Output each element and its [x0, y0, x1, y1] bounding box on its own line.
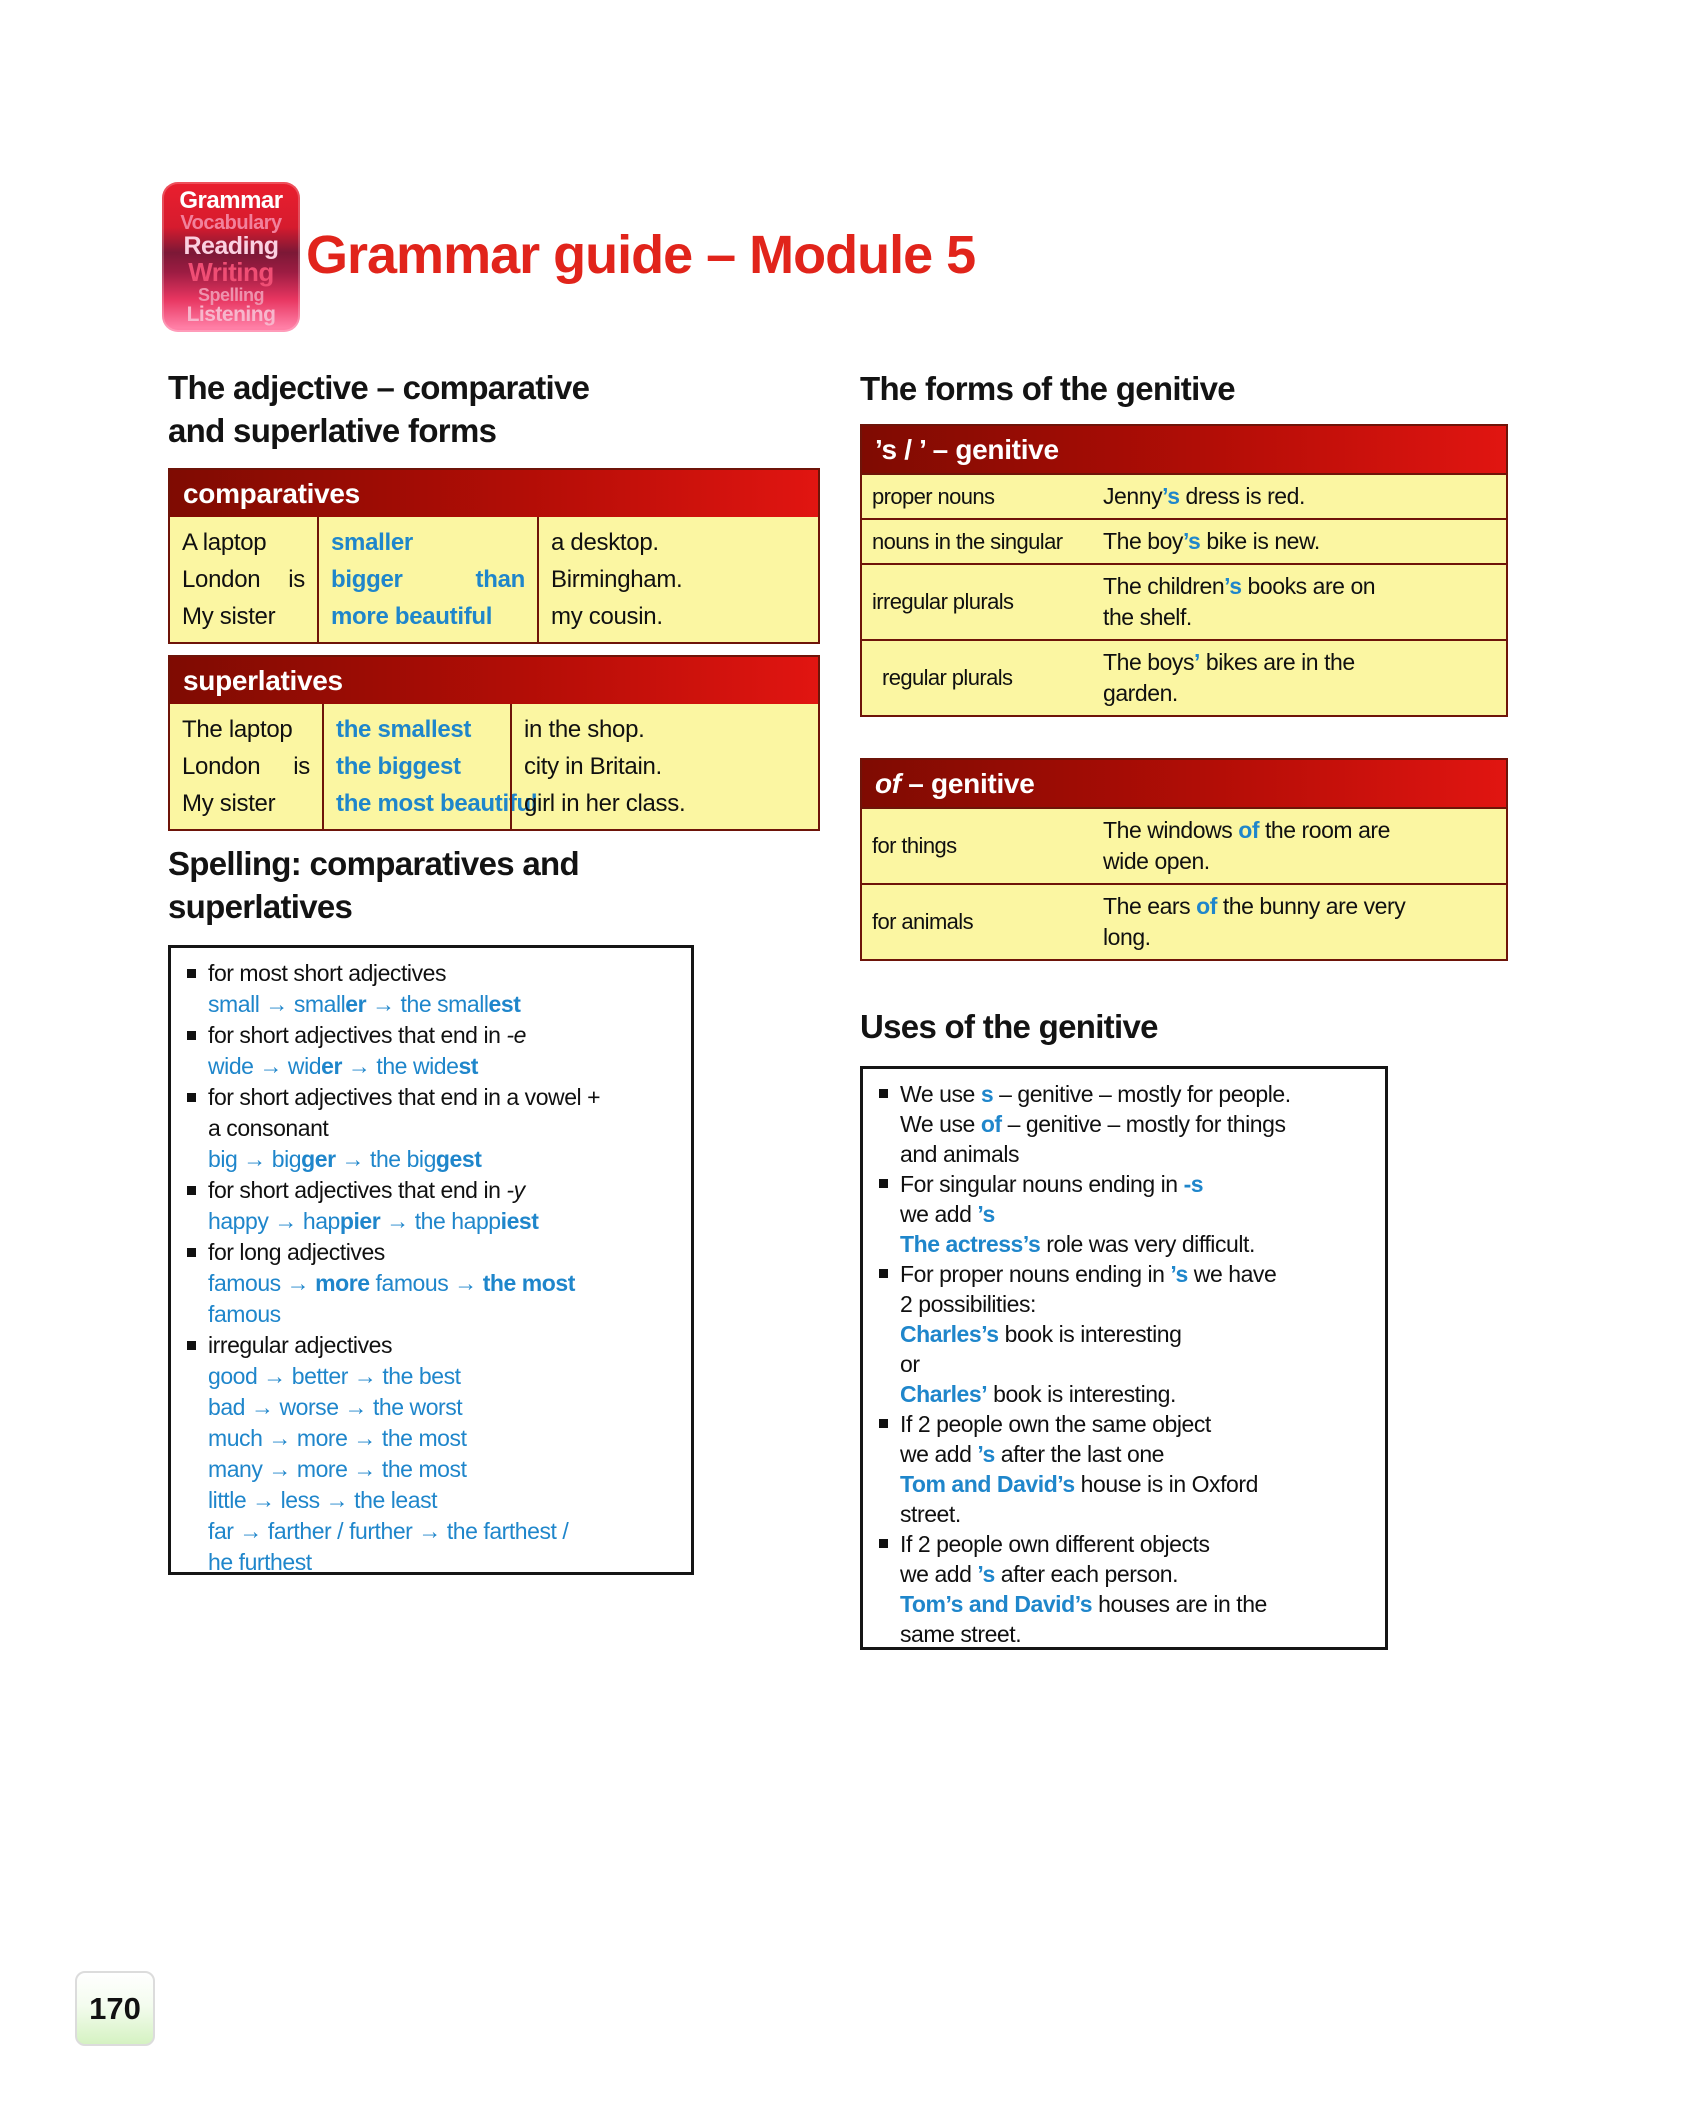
row-example — [1097, 520, 1506, 563]
text-segment: bikes are in the — [1199, 649, 1355, 675]
rule-item — [877, 1259, 1377, 1409]
text-segment: irregular adjectives — [208, 1332, 393, 1358]
text-segment: for most short adjectives — [208, 960, 447, 986]
text-segment: street. — [900, 1501, 961, 1527]
heading-line: and superlative forms — [168, 412, 497, 449]
rule-item — [185, 1330, 683, 1578]
text-segment: far → farther / further → the farthest / — [208, 1518, 569, 1544]
text-segment: For singular nouns ending in — [900, 1171, 1184, 1197]
text-segment: we add — [900, 1561, 978, 1587]
text-segment: same street. — [900, 1621, 1022, 1647]
text-segment: famous — [208, 1301, 281, 1327]
heading-adjective-forms — [168, 366, 589, 452]
rule-item — [185, 958, 683, 1020]
row-example — [1097, 885, 1506, 959]
row-example — [1097, 641, 1506, 715]
rule-item-text — [208, 1175, 683, 1237]
text-line — [900, 1319, 1377, 1349]
row-example — [1097, 809, 1506, 883]
text-segment: of — [980, 1111, 1002, 1137]
text-segment: many → more → the most — [208, 1456, 467, 1482]
logo-word-reading: Reading — [183, 231, 279, 260]
text-segment: dress is red. — [1179, 483, 1305, 509]
text-segment: st — [458, 1053, 479, 1079]
text-segment: or — [900, 1351, 920, 1377]
table-row — [862, 518, 1506, 563]
table-cell: the biggest — [336, 753, 461, 780]
superlatives-table-body — [170, 704, 818, 829]
text-line — [208, 1485, 683, 1516]
text-line — [1103, 526, 1498, 557]
skills-logo-badge — [162, 182, 300, 332]
logo-word-writing: Writing — [188, 257, 274, 288]
table-cell: the smallest — [336, 716, 472, 743]
text-segment: long. — [1103, 924, 1151, 950]
comparatives-object-column — [537, 517, 818, 642]
heading-spelling — [168, 842, 579, 928]
text-line — [1103, 922, 1498, 953]
text-segment: of — [1238, 817, 1260, 843]
rule-item-text — [208, 1020, 683, 1082]
text-segment: gest — [435, 1146, 482, 1172]
text-line — [900, 1139, 1377, 1169]
text-segment: The ears — [1103, 893, 1197, 919]
text-line — [208, 1051, 683, 1082]
text-line — [900, 1079, 1377, 1109]
comparatives-subject-column — [170, 517, 317, 642]
text-segment: for long adjectives — [208, 1239, 385, 1265]
text-line — [208, 1547, 683, 1578]
text-segment: → the wide — [341, 1053, 459, 1079]
rule-item — [877, 1409, 1377, 1529]
text-segment: ’s — [977, 1201, 995, 1227]
text-segment: ’s — [1162, 483, 1180, 509]
rule-item — [877, 1079, 1377, 1169]
text-segment: the bunny are very — [1216, 893, 1406, 919]
rule-item-text — [208, 1237, 683, 1330]
text-line — [900, 1289, 1377, 1319]
square-bullet-icon — [879, 1179, 888, 1188]
text-segment: for short adjectives that end in a vowel + — [208, 1084, 601, 1110]
text-line — [208, 1175, 683, 1206]
text-segment: garden. — [1103, 680, 1178, 706]
square-bullet-icon — [879, 1269, 888, 1278]
text-segment: wide open. — [1103, 848, 1210, 874]
text-line — [208, 1299, 683, 1330]
row-label: for things — [872, 833, 957, 858]
text-segment: the shelf. — [1103, 604, 1192, 630]
text-segment: we add — [900, 1201, 978, 1227]
table-row — [862, 639, 1506, 715]
comparatives-adjective-column — [317, 517, 537, 642]
table-cell: my cousin. — [551, 603, 663, 630]
square-bullet-icon — [879, 1539, 888, 1548]
text-segment: good → better → the best — [208, 1363, 461, 1389]
text-segment: Tom and David’s — [900, 1471, 1075, 1497]
text-segment: famous → — [369, 1270, 483, 1296]
text-segment: → the small — [366, 991, 489, 1017]
text-segment: -y — [506, 1177, 525, 1203]
text-segment: – genitive – mostly for things — [1001, 1111, 1286, 1137]
comparatives-table-header: comparatives — [170, 470, 818, 517]
text-segment: we have — [1187, 1261, 1277, 1287]
text-line — [900, 1229, 1377, 1259]
table-cell: city in Britain. — [524, 753, 662, 780]
text-segment: of — [875, 768, 901, 799]
text-segment: ’ — [1194, 649, 1200, 675]
text-segment: – genitive – mostly for people. — [993, 1081, 1291, 1107]
superlatives-subject-column — [170, 704, 322, 829]
text-segment: → the happ — [380, 1208, 501, 1234]
text-line — [900, 1349, 1377, 1379]
table-cell: London is — [182, 566, 305, 593]
text-line — [208, 1330, 683, 1361]
text-line — [208, 1392, 683, 1423]
square-bullet-icon — [187, 1248, 196, 1257]
text-segment: role was very difficult. — [1040, 1231, 1255, 1257]
text-line — [208, 1082, 683, 1113]
page-title: Grammar guide – Module 5 — [306, 225, 976, 285]
text-segment: houses are in the — [1092, 1591, 1267, 1617]
text-segment: ’s — [1170, 1261, 1188, 1287]
rule-item-text — [208, 1330, 683, 1578]
text-segment: he furthest — [208, 1549, 312, 1575]
text-segment: we add — [900, 1441, 978, 1467]
logo-word-grammar: Grammar — [179, 186, 283, 214]
heading-line: Spelling: comparatives and — [168, 845, 579, 882]
table-cell: the most beautiful — [336, 790, 538, 817]
text-line — [1103, 571, 1498, 602]
text-segment: book is interesting. — [987, 1381, 1176, 1407]
text-line — [208, 958, 683, 989]
text-line — [900, 1559, 1377, 1589]
table-cell: more beautiful — [331, 603, 493, 630]
text-segment: ’s — [1224, 573, 1242, 599]
comparatives-table — [168, 468, 820, 644]
row-label: nouns in the singular — [872, 528, 1063, 554]
text-segment: er — [345, 991, 367, 1017]
text-line — [1103, 602, 1498, 633]
text-segment: We use — [900, 1081, 981, 1107]
text-segment: Charles’s — [900, 1321, 999, 1347]
text-segment: The windows — [1103, 817, 1239, 843]
text-segment: s — [980, 1081, 994, 1107]
table-row — [862, 807, 1506, 883]
text-line — [900, 1529, 1377, 1559]
square-bullet-icon — [879, 1419, 888, 1428]
rule-item-text — [900, 1079, 1377, 1169]
logo-word-vocabulary: Vocabulary — [180, 212, 282, 235]
text-line — [208, 1206, 683, 1237]
text-segment: iest — [500, 1208, 539, 1234]
text-segment: The boys — [1103, 649, 1195, 675]
square-bullet-icon — [187, 969, 196, 978]
text-line — [208, 1423, 683, 1454]
text-line — [208, 1020, 683, 1051]
text-segment: bad → worse → the worst — [208, 1394, 463, 1420]
text-line — [208, 1113, 683, 1144]
text-segment: est — [488, 991, 521, 1017]
rule-item-text — [900, 1259, 1377, 1409]
table-cell: My sister — [182, 790, 276, 817]
text-segment: → the big — [335, 1146, 436, 1172]
text-segment: more — [315, 1270, 370, 1296]
square-bullet-icon — [187, 1341, 196, 1350]
row-example — [1097, 565, 1506, 639]
text-line — [900, 1199, 1377, 1229]
text-segment: big → big — [208, 1146, 302, 1172]
row-label: irregular plurals — [872, 589, 1014, 614]
text-segment: We use — [900, 1111, 981, 1137]
text-segment: the room are — [1259, 817, 1390, 843]
comparatives-table-body — [170, 517, 818, 642]
table-cell: a desktop. — [551, 529, 659, 556]
row-example — [1097, 475, 1506, 518]
text-line — [900, 1379, 1377, 1409]
text-segment: The children — [1103, 573, 1225, 599]
text-segment: Jenny — [1103, 483, 1163, 509]
text-segment: ger — [301, 1146, 336, 1172]
rule-item-text — [900, 1529, 1377, 1649]
text-segment: house is in Oxford — [1074, 1471, 1258, 1497]
text-segment: books are on — [1241, 573, 1376, 599]
text-segment: the most — [482, 1270, 575, 1296]
text-line — [1103, 846, 1498, 877]
superlatives-table-header: superlatives — [170, 657, 818, 704]
text-line — [208, 1516, 683, 1547]
text-segment: -e — [506, 1022, 526, 1048]
text-line — [900, 1409, 1377, 1439]
table-cell: The laptop — [182, 716, 293, 743]
of-genitive-table-header — [862, 760, 1506, 807]
row-label: regular plurals — [882, 665, 1013, 690]
text-segment: a consonant — [208, 1115, 329, 1141]
square-bullet-icon — [187, 1186, 196, 1195]
text-segment: small → small — [208, 991, 346, 1017]
table-cell: Birmingham. — [551, 566, 683, 593]
text-line — [208, 989, 683, 1020]
rule-item-text — [900, 1409, 1377, 1529]
text-segment: for short adjectives that end in — [208, 1177, 507, 1203]
page-number-badge: 170 — [75, 1971, 155, 2046]
text-line — [1103, 678, 1498, 709]
text-line — [900, 1589, 1377, 1619]
table-cell: bigger than — [331, 566, 525, 593]
text-line — [900, 1109, 1377, 1139]
row-label: proper nouns — [872, 483, 995, 509]
row-label: for animals — [872, 909, 973, 934]
text-segment: and animals — [900, 1141, 1020, 1167]
text-segment: happy → hap — [208, 1208, 340, 1234]
text-segment: ’s — [1182, 528, 1201, 554]
table-row — [862, 563, 1506, 639]
heading-genitive-uses: Uses of the genitive — [860, 1008, 1158, 1045]
text-segment: ’s — [977, 1561, 995, 1587]
text-line — [1103, 891, 1498, 922]
text-line — [208, 1144, 683, 1175]
rule-item-text — [208, 1082, 683, 1175]
text-segment: Charles’ — [900, 1381, 988, 1407]
text-segment: much → more → the most — [208, 1425, 467, 1451]
heading-line: The adjective – comparative — [168, 369, 590, 406]
text-line — [900, 1439, 1377, 1469]
heading-genitive-forms: The forms of the genitive — [860, 370, 1235, 407]
text-line — [900, 1499, 1377, 1529]
text-segment: after each person. — [994, 1561, 1179, 1587]
text-segment: -s — [1183, 1171, 1204, 1197]
text-segment: book is interesting — [998, 1321, 1182, 1347]
heading-line: superlatives — [168, 888, 353, 925]
text-segment: after the last one — [994, 1441, 1165, 1467]
table-row — [862, 473, 1506, 518]
text-segment: for short adjectives that end in — [208, 1022, 507, 1048]
table-cell: My sister — [182, 603, 276, 630]
logo-word-spelling: Spelling — [197, 284, 264, 305]
text-line — [1103, 647, 1498, 678]
genitive-uses-box — [860, 1066, 1388, 1650]
text-segment: little → less → the least — [208, 1487, 438, 1513]
text-line — [208, 1237, 683, 1268]
text-segment: ’s — [977, 1441, 995, 1467]
text-segment: Tom’s and David’s — [900, 1591, 1093, 1617]
text-line — [208, 1268, 683, 1299]
superlatives-adjective-column — [322, 704, 538, 829]
text-line — [900, 1619, 1377, 1649]
table-cell: smaller — [331, 529, 413, 556]
square-bullet-icon — [879, 1089, 888, 1098]
table-cell: London is — [182, 753, 310, 780]
text-segment: For proper nouns ending in — [900, 1261, 1171, 1287]
text-segment: If 2 people own the same object — [900, 1411, 1211, 1437]
logo-word-listening: Listening — [186, 302, 276, 326]
rule-item — [185, 1237, 683, 1330]
table-cell: in the shop. — [524, 716, 645, 743]
s-genitive-table — [860, 424, 1508, 717]
rule-item-text — [208, 958, 683, 1020]
text-line — [900, 1169, 1377, 1199]
text-segment: ’s / ’ – genitive — [875, 434, 1059, 465]
of-genitive-table — [860, 758, 1508, 961]
text-line — [1103, 815, 1498, 846]
rule-item — [185, 1175, 683, 1237]
table-row — [862, 883, 1506, 959]
rule-item — [877, 1169, 1377, 1259]
text-line — [208, 1361, 683, 1392]
rule-item-text — [900, 1169, 1377, 1259]
text-segment: er — [321, 1053, 342, 1079]
text-line — [900, 1259, 1377, 1289]
text-segment: – genitive — [900, 768, 1035, 799]
text-segment: pier — [339, 1208, 381, 1234]
s-genitive-table-header — [862, 426, 1506, 473]
text-segment: of — [1196, 893, 1217, 919]
text-line — [900, 1469, 1377, 1499]
text-segment: famous → — [208, 1270, 316, 1296]
table-cell: A laptop — [182, 529, 267, 556]
table-cell: girl in her class. — [524, 790, 686, 817]
text-segment: If 2 people own different objects — [900, 1531, 1210, 1557]
square-bullet-icon — [187, 1093, 196, 1102]
superlatives-table — [168, 655, 820, 831]
rule-item — [877, 1529, 1377, 1649]
text-line — [208, 1454, 683, 1485]
text-segment: wide → wid — [208, 1053, 322, 1079]
square-bullet-icon — [187, 1031, 196, 1040]
text-segment: The boy — [1103, 528, 1183, 554]
text-line — [1103, 481, 1498, 512]
text-segment: bike is new. — [1200, 528, 1320, 554]
rule-item — [185, 1020, 683, 1082]
text-segment: 2 possibilities: — [900, 1291, 1036, 1317]
rule-item — [185, 1082, 683, 1175]
text-segment: The actress’s — [900, 1231, 1041, 1257]
spelling-rules-box — [168, 945, 694, 1575]
superlatives-object-column — [510, 704, 818, 829]
